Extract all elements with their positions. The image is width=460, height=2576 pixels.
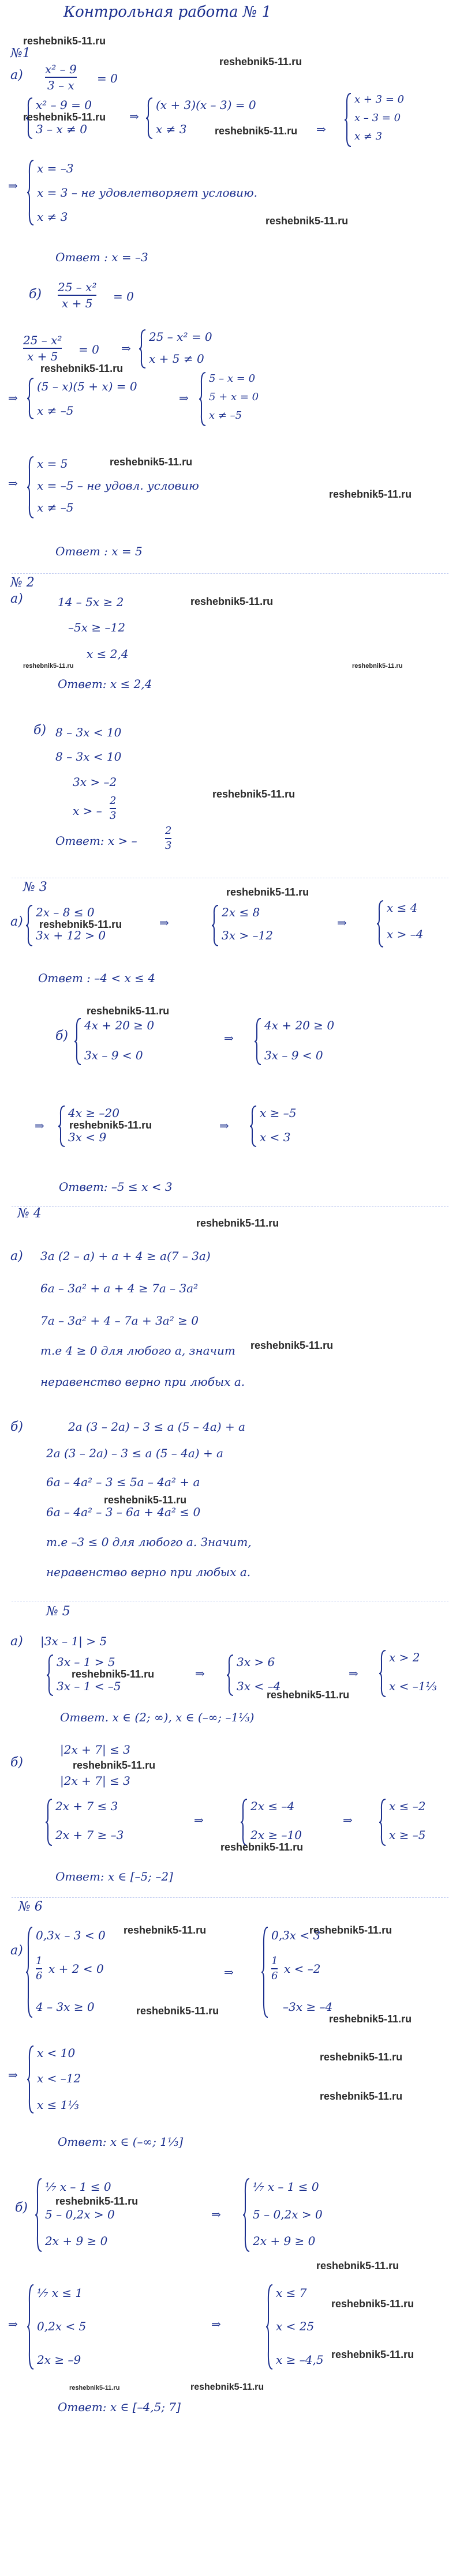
task4-heading: № 4 [17, 1206, 42, 1221]
system-brace [25, 1926, 33, 2018]
task1-b-label: б) [29, 287, 42, 302]
task5-a-answer: Ответ. x ∈ (2; ∞), x ∈ (–∞; –1⅓) [60, 1710, 255, 1724]
task6-b-sys1-line3: 2x + 9 ≥ 0 [45, 2234, 108, 2248]
system-brace [199, 371, 207, 427]
task5-b-line2: |2x + 7| ≤ 3 [60, 1774, 130, 1788]
task6-a-sys1-fraction [36, 1956, 42, 1981]
watermark: reshebnik5-11.ru [190, 596, 274, 607]
task1-b-rhs: = 0 [113, 289, 134, 303]
task4-b-line1: 2a (3 – 2a) – 3 ≤ a (5 – 4a) + a [68, 1420, 245, 1434]
implies-arrow: ⇒ [194, 1813, 204, 1827]
task6-a-answer: Ответ: x ∈ (–∞; 1⅓] [58, 2135, 184, 2149]
task4-b-label: б) [10, 1420, 24, 1434]
task5-b-sys2-line2: 2x ≥ –10 [250, 1828, 302, 1842]
task6-a-sys3-line3: x ≤ 1⅓ [37, 2098, 79, 2112]
task3-b-sys1-line1: 4x + 20 ≥ 0 [84, 1018, 155, 1032]
watermark: reshebnik5-11.ru [219, 56, 302, 67]
watermark: reshebnik5-11.ru [196, 1217, 279, 1229]
section-number-1: №1 [10, 46, 31, 61]
watermark: reshebnik5-11.ru [265, 215, 349, 227]
watermark: reshebnik5-11.ru [136, 2005, 219, 2017]
task1-a-sys3-line2: x – 3 = 0 [354, 112, 401, 124]
task6-a-sys3-line1: x < 10 [37, 2046, 76, 2060]
task3-a-sys2-line2: 3x > –12 [222, 928, 273, 942]
fraction-denominator: x + 5 [27, 349, 58, 363]
watermark: reshebnik5-11.ru [329, 2013, 412, 2025]
task1-a-label: а) [10, 68, 23, 82]
implies-arrow: ⇒ [159, 916, 169, 930]
watermark: reshebnik5-11.ru [352, 663, 403, 670]
task4-b-line6: неравенство верно при любых a. [46, 1565, 251, 1579]
task2-b-line3: 3x > –2 [73, 775, 117, 789]
watermark: reshebnik5-11.ru [215, 125, 298, 137]
task3-a-sys3-line1: x ≤ 4 [387, 901, 418, 915]
task1-b-sys1-line2: x + 5 ≠ 0 [149, 352, 204, 366]
task4-b-line2: 2a (3 – 2a) – 3 ≤ a (5 – 4a) + a [46, 1446, 223, 1460]
task6-b-sys3-line3: 2x ≥ –9 [37, 2353, 81, 2367]
system-brace [25, 904, 33, 947]
section-divider [12, 573, 448, 574]
task3-a-sys1-line2: 3x + 12 > 0 [36, 928, 106, 942]
system-brace [27, 377, 35, 420]
implies-arrow: ⇒ [211, 2317, 221, 2331]
task6-b-sys4-line2: x < 25 [276, 2319, 315, 2333]
task3-a-answer: Ответ : –4 < x ≤ 4 [38, 971, 155, 985]
watermark: reshebnik5-11.ru [309, 1924, 392, 1936]
watermark: reshebnik5-11.ru [320, 2051, 403, 2063]
fraction-numerator: 1 [271, 1955, 278, 1967]
system-brace [58, 1105, 66, 1148]
system-brace [145, 97, 154, 140]
system-brace [265, 2284, 274, 2370]
task4-a-label: а) [10, 1249, 23, 1263]
watermark: reshebnik5-11.ru [124, 1924, 207, 1936]
watermark: reshebnik5-11.ru [39, 919, 122, 930]
task2-b-label: б) [33, 723, 47, 738]
task1-a-sys1-line2: 3 – x ≠ 0 [36, 122, 87, 136]
task1-b-sys3-line3: x ≠ –5 [209, 409, 242, 422]
watermark: reshebnik5-11.ru [329, 488, 412, 500]
watermark: reshebnik5-11.ru [212, 788, 296, 800]
task2-b-answer: Ответ: x > – [55, 834, 137, 848]
task6-b-sys1-line1: ¹⁄₇ x – 1 ≤ 0 [45, 2180, 111, 2194]
fraction-numerator: x² – 9 [45, 62, 77, 76]
system-brace [254, 1017, 262, 1066]
watermark: reshebnik5-11.ru [69, 1119, 152, 1131]
watermark: reshebnik5-11.ru [267, 1689, 350, 1701]
task5-a-sys1-line2: 3x – 1 < –5 [57, 1679, 121, 1693]
fraction-bar [271, 1968, 278, 1969]
fraction-denominator: 3 [165, 840, 172, 852]
task6-b-sys2-line2: 5 – 0,2x > 0 [253, 2208, 323, 2221]
task1-a-sys2-line1: (x + 3)(x – 3) = 0 [156, 98, 256, 112]
fraction-bar [36, 1968, 42, 1969]
task5-b-answer: Ответ: x ∈ [–5; –2] [55, 1870, 173, 1883]
task4-a-line1: 3a (2 – a) + a + 4 ≥ a(7 – 3a) [40, 1249, 211, 1263]
task4-b-line4: 6a – 4a² – 3 – 6a + 4a² ≤ 0 [46, 1505, 201, 1519]
task5-b-sys1-line2: 2x + 7 ≥ –3 [55, 1828, 124, 1842]
task1-a-answer: Ответ : x = –3 [55, 250, 148, 264]
implies-arrow: ⇒ [219, 1119, 229, 1133]
task6-b-sys4-line3: x ≥ –4,5 [276, 2353, 324, 2367]
task6-a-sys2-line3: –3x ≥ –4 [283, 2000, 333, 2014]
task1-a-sys4-line1: x = –3 [37, 161, 74, 175]
fraction-denominator: 6 [271, 1970, 278, 1982]
implies-arrow: ⇒ [8, 179, 18, 193]
system-brace [379, 1798, 387, 1847]
task6-b-label: б) [15, 2201, 28, 2215]
watermark: reshebnik5-11.ru [250, 1340, 334, 1351]
task2-a-line1: 14 – 5x ≥ 2 [58, 595, 124, 609]
system-brace [376, 900, 384, 948]
task6-a-sys1-line3: 4 – 3x ≥ 0 [36, 2000, 95, 2014]
task1-b-sys2-line1: (5 – x)(5 + x) = 0 [37, 379, 137, 393]
system-brace [261, 1926, 269, 2018]
task2-a-line3: x ≤ 2,4 [87, 647, 129, 661]
system-brace [226, 1654, 234, 1697]
fraction-bar [58, 295, 96, 296]
watermark: reshebnik5-11.ru [104, 1494, 187, 1506]
task2-a-line2: –5x ≥ –12 [68, 621, 125, 634]
task3-a-sys2-line1: 2x ≤ 8 [222, 905, 260, 919]
implies-arrow: ⇒ [179, 391, 189, 405]
task6-a-sys2-line2: x < –2 [284, 1962, 321, 1976]
task1-a-sys3-line1: x + 3 = 0 [354, 93, 405, 106]
task5-a-sys2-line1: 3x > 6 [237, 1655, 275, 1669]
system-brace [379, 1649, 387, 1698]
implies-arrow: ⇒ [8, 476, 18, 490]
task4-a-line2: 6a – 3a² + a + 4 ≥ 7a – 3a² [40, 1281, 199, 1295]
task6-heading: № 6 [18, 1900, 43, 1914]
task4-a-line5: неравенство верно при любых a. [40, 1375, 245, 1389]
system-brace [240, 1798, 248, 1847]
task5-a-sys1-line1: 3x – 1 > 5 [57, 1655, 115, 1669]
system-brace [211, 904, 219, 947]
fraction-denominator: 3 [110, 810, 117, 822]
system-brace [46, 1654, 54, 1697]
implies-arrow: ⇒ [8, 391, 18, 405]
system-brace [27, 456, 35, 519]
fraction-bar [23, 348, 62, 349]
task3-b-sys3-line2: 3x < 9 [68, 1130, 107, 1144]
fraction-bar [110, 808, 116, 809]
task2-a-label: а) [10, 592, 23, 606]
task3-b-sys2-line2: 3x – 9 < 0 [264, 1048, 323, 1062]
task1-b-fraction [58, 281, 96, 309]
system-brace [74, 1017, 82, 1066]
system-brace [249, 1105, 257, 1148]
implies-arrow: ⇒ [343, 1813, 353, 1827]
watermark: reshebnik5-11.ru [40, 363, 124, 374]
task4-b-line3: 6a – 4a² – 3 ≤ 5a – 4a² + a [46, 1475, 200, 1489]
task2-b-line4: x > – [73, 804, 102, 818]
task2-b-line1: 8 – 3x < 10 [55, 725, 122, 739]
watermark: reshebnik5-11.ru [320, 2090, 403, 2102]
task3-b-sys4-line1: x ≥ –5 [260, 1106, 297, 1120]
task2-heading: № 2 [10, 576, 35, 590]
task6-a-label: а) [10, 1943, 23, 1958]
task6-b-sys1-line2: 5 – 0,2x > 0 [45, 2208, 115, 2221]
watermark: reshebnik5-11.ru [220, 1841, 304, 1853]
watermark: reshebnik5-11.ru [72, 1668, 155, 1680]
task5-b-sys1-line1: 2x + 7 ≤ 3 [55, 1799, 118, 1813]
task1-a-rhs: = 0 [97, 72, 118, 85]
task1-b-sys4-line3: x ≠ –5 [37, 501, 74, 514]
implies-arrow: ⇒ [337, 916, 347, 930]
system-brace [242, 2178, 250, 2252]
implies-arrow: ⇒ [8, 2317, 18, 2331]
task1-b-line1-rhs: = 0 [78, 343, 99, 356]
fraction-denominator: 6 [36, 1970, 43, 1982]
fraction-bar [45, 77, 77, 78]
task5-a-sys2-line2: 3x < –4 [237, 1679, 281, 1693]
task3-a-sys3-line2: x > –4 [387, 927, 424, 941]
task5-b-sys3-line1: x ≤ –2 [389, 1799, 426, 1813]
task6-a-sys2-line1: 0,3x < 3 [271, 1928, 321, 1942]
implies-arrow: ⇒ [129, 110, 139, 123]
implies-arrow: ⇒ [195, 1667, 205, 1680]
task5-a-sys3-line1: x > 2 [389, 1650, 420, 1664]
task3-a-label: а) [10, 915, 23, 929]
implies-arrow: ⇒ [224, 1965, 234, 1979]
task5-b-line1: |2x + 7| ≤ 3 [60, 1743, 130, 1757]
task1-b-sys4-line2: x = –5 – не удовл. условию [37, 479, 199, 492]
task3-heading: № 3 [23, 880, 47, 894]
task6-b-sys4-line1: x ≤ 7 [276, 2286, 307, 2300]
task5-a-sys3-line2: x < –1⅓ [389, 1679, 437, 1693]
task1-b-sys2-line2: x ≠ –5 [37, 404, 74, 418]
watermark: reshebnik5-11.ru [23, 663, 74, 670]
implies-arrow: ⇒ [121, 341, 131, 355]
watermark: reshebnik5-11.ru [316, 2260, 399, 2272]
fraction-denominator: 3 – x [47, 78, 74, 92]
task3-b-label: б) [55, 1029, 69, 1043]
watermark: reshebnik5-11.ru [110, 456, 193, 468]
task6-b-sys3-line2: 0,2x < 5 [37, 2319, 87, 2333]
task6-a-sys3-line2: x < –12 [37, 2071, 81, 2085]
task1-b-sys4-line1: x = 5 [37, 457, 68, 471]
section-divider [12, 1897, 448, 1898]
task1-a-sys3-line3: x ≠ 3 [354, 130, 383, 142]
task6-a-sys1-line1: 0,3x – 3 < 0 [36, 1928, 106, 1942]
system-brace [27, 2284, 35, 2370]
task6-a-sys2-fraction [271, 1956, 278, 1981]
task4-a-line3: 7a – 3a² + 4 – 7a + 3a² ≥ 0 [40, 1314, 199, 1328]
implies-arrow: ⇒ [211, 2208, 221, 2221]
task5-a-label: а) [10, 1634, 23, 1649]
system-brace [27, 2045, 35, 2114]
task3-b-answer: Ответ: –5 ≤ x < 3 [59, 1180, 173, 1194]
task6-b-sys3-line1: ¹⁄₇ x ≤ 1 [37, 2286, 83, 2300]
task2-b-answer-fraction [165, 826, 171, 851]
task6-b-sys2-line3: 2x + 9 ≥ 0 [253, 2234, 316, 2248]
task1-b-sys1-line1: 25 – x² = 0 [149, 330, 212, 344]
task1-a-sys4-line2: x = 3 – не удовлетворяет условию. [37, 186, 258, 200]
task6-b-answer: Ответ: x ∈ [–4,5; 7] [58, 2400, 181, 2414]
task2-b-line2: 8 – 3x < 10 [55, 750, 122, 764]
page-title: Контрольная работа № 1 [63, 3, 272, 21]
task1-b-fraction-2 [23, 334, 62, 362]
implies-arrow: ⇒ [35, 1119, 44, 1133]
watermark: reshebnik5-11.ru [87, 1005, 170, 1017]
task1-a-sys4-line3: x ≠ 3 [37, 210, 68, 224]
fraction-numerator: 2 [165, 825, 172, 837]
task5-a-line1: |3x – 1| > 5 [40, 1634, 107, 1648]
task2-b-fraction [110, 796, 116, 821]
task6-a-sys1-line2: x + 2 < 0 [48, 1962, 104, 1976]
system-brace [139, 329, 147, 369]
task1-a-sys2-line2: x ≠ 3 [156, 122, 187, 136]
fraction-denominator: x + 5 [61, 296, 93, 310]
implies-arrow: ⇒ [349, 1667, 358, 1680]
task4-b-line5: т.е –3 ≤ 0 для любого a. Значит, [46, 1535, 252, 1549]
task3-a-sys1-line1: 2x – 8 ≤ 0 [36, 905, 95, 919]
task3-b-sys4-line2: x < 3 [260, 1130, 291, 1144]
fraction-bar [165, 838, 171, 839]
watermark: reshebnik5-11.ru [226, 886, 309, 898]
task5-heading: № 5 [46, 1604, 70, 1619]
watermark: reshebnik5-11.ru [190, 2382, 264, 2392]
system-brace [344, 92, 352, 148]
task5-b-sys2-line1: 2x ≤ –4 [250, 1799, 295, 1813]
watermark: reshebnik5-11.ru [331, 2349, 414, 2360]
task5-b-label: б) [10, 1755, 24, 1770]
system-brace [35, 2178, 43, 2252]
task6-b-sys2-line1: ¹⁄₇ x – 1 ≤ 0 [253, 2180, 319, 2194]
task3-b-sys1-line2: 3x – 9 < 0 [84, 1048, 143, 1062]
task2-a-answer: Ответ: x ≤ 2,4 [58, 677, 152, 691]
watermark: reshebnik5-11.ru [23, 35, 106, 47]
implies-arrow: ⇒ [316, 122, 326, 136]
task3-b-sys2-line1: 4x + 20 ≥ 0 [264, 1018, 335, 1032]
system-brace [45, 1798, 53, 1847]
system-brace [27, 159, 35, 226]
watermark: reshebnik5-11.ru [331, 2298, 414, 2310]
fraction-numerator: 25 – x² [58, 280, 97, 294]
task1-b-sys3-line1: 5 – x = 0 [209, 373, 256, 385]
task5-b-sys3-line2: x ≥ –5 [389, 1828, 426, 1842]
watermark: reshebnik5-11.ru [69, 2385, 120, 2391]
task4-a-line4: т.е 4 ≥ 0 для любого a, значит [40, 1344, 235, 1357]
task1-b-answer: Ответ : x = 5 [55, 544, 143, 558]
fraction-numerator: 25 – x² [23, 333, 62, 347]
implies-arrow: ⇒ [224, 1031, 234, 1045]
task1-b-sys3-line2: 5 + x = 0 [209, 391, 259, 403]
task1-a-sys1-line1: x² – 9 = 0 [36, 98, 92, 112]
watermark: reshebnik5-11.ru [23, 111, 106, 123]
task1-a-fraction [45, 63, 77, 91]
section-divider [12, 1206, 448, 1207]
task3-b-sys3-line1: 4x ≥ –20 [68, 1106, 119, 1120]
implies-arrow: ⇒ [8, 2068, 18, 2082]
watermark: reshebnik5-11.ru [73, 1759, 156, 1771]
fraction-numerator: 1 [36, 1955, 43, 1967]
watermark: reshebnik5-11.ru [55, 2195, 139, 2207]
fraction-numerator: 2 [110, 795, 117, 807]
